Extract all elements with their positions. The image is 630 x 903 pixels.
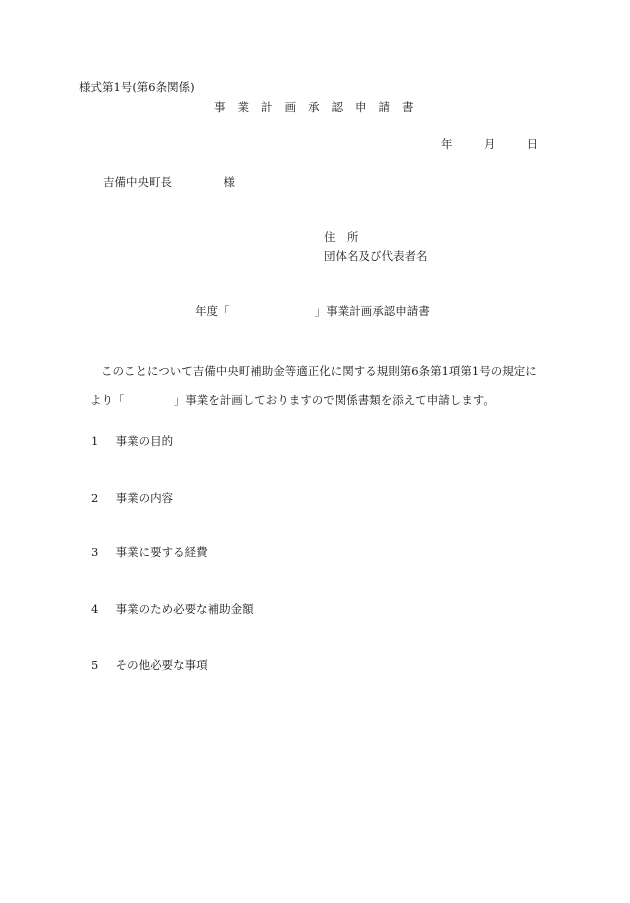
subject-close: 」事業計画承認申請書 [314,304,430,318]
date-day-label: 日 [526,137,539,151]
body-line-1: このことについて吉備中央町補助金等適正化に関する規則第6条第1項第1号の規定に [101,364,537,378]
item-3 [91,547,208,559]
date-month-label: 月 [483,137,496,151]
item-label: 事業に要する経費 [115,545,208,559]
item-number: 4 [91,602,99,616]
item-number: 1 [91,434,99,448]
item-label: その他必要な事項 [115,658,208,672]
date-line [441,139,538,151]
applicant-address-label: 住 所 [324,230,359,244]
body-line-2-start: より「 [90,393,125,407]
item-2 [91,493,173,505]
addressee-honorific: 様 [223,175,235,189]
form-number: 様式第1号(第6条関係) [79,80,195,94]
item-number: 2 [91,491,99,505]
item-number: 3 [91,545,99,559]
item-4 [91,604,254,616]
item-5 [91,660,208,672]
item-label: 事業の目的 [115,434,174,448]
document-title: 事業計画承認申請書 [214,100,426,114]
item-label: 事業のため必要な補助金額 [115,602,254,616]
applicant-org-label: 団体名及び代表者名 [324,249,428,263]
body-line-2-end: 」事業を計画しておりますので関係書類を添えて申請します。 [173,393,495,407]
body-line-2 [90,395,495,407]
addressee [103,177,235,189]
date-year-label: 年 [441,137,453,151]
item-number: 5 [91,658,99,672]
item-1 [91,436,173,448]
subject-line [195,306,430,318]
addressee-name: 吉備中央町長 [103,175,172,189]
subject-year-label: 年度「 [195,304,230,318]
item-label: 事業の内容 [115,491,174,505]
